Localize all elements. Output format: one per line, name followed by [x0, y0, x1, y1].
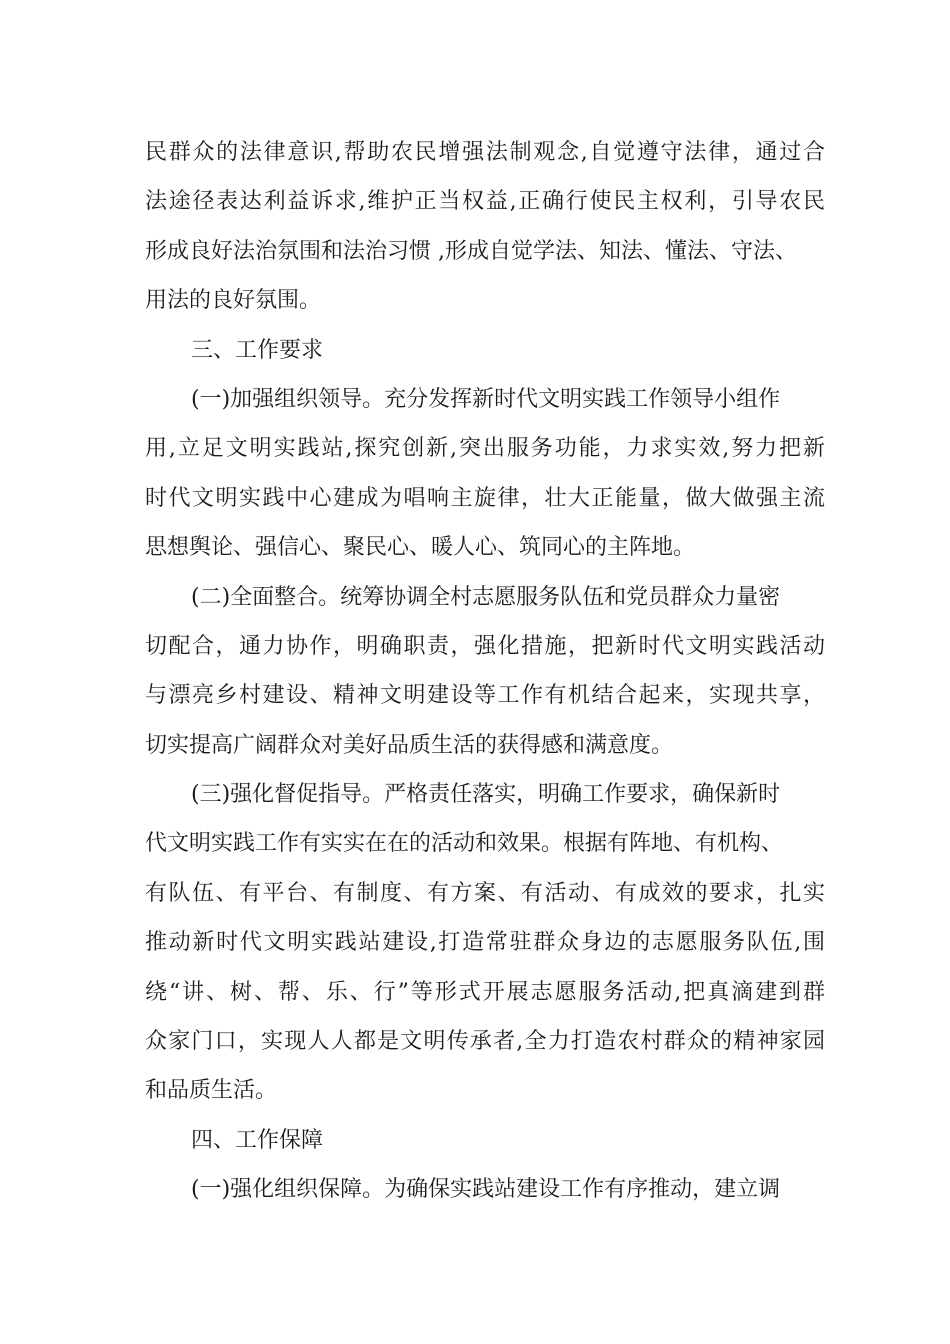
section-heading: 四、工作保障: [191, 1127, 324, 1153]
text-line: (一)加强组织领导。充分发挥新时代文明实践工作领导小组作: [191, 386, 781, 412]
text-line: 用,立足文明实践站,探究创新,突出服务功能，力求实效,努力把新: [145, 436, 825, 462]
text-line: 法途径表达利益诉求,维护正当权益,正确行使民主权利，引导农民: [145, 189, 825, 215]
text-line: 绕“讲、树、帮、乐、行”等形式开展志愿服务活动,把真滴建到群: [145, 979, 825, 1005]
text-line: (三)强化督促指导。严格责任落实，明确工作要求，确保新时: [191, 782, 781, 808]
text-line: 和品质生活。: [145, 1078, 278, 1104]
text-line: (二)全面整合。统筹协调全村志愿服务队伍和党员群众力量密: [191, 584, 781, 610]
text-line: 形成良好法治氛围和法治习惯 ,形成自觉学法、知法、懂法、守法、: [145, 238, 797, 264]
text-line: 用法的良好氛围。: [145, 288, 322, 314]
text-line: 民群众的法律意识,帮助农民增强法制观念,自觉遵守法律，通过合: [145, 140, 825, 165]
text-line: 切实提高广阔群众对美好品质生活的获得感和满意度。: [145, 732, 674, 758]
text-line: 切配合，通力协作，明确职责，强化措施，把新时代文明实践活动: [145, 633, 825, 659]
text-line: 代文明实践工作有实实在在的活动和效果。根据有阵地、有机构、: [145, 831, 784, 857]
text-line: 与漂亮乡村建设、精神文明建设等工作有机结合起来，实现共享，: [145, 683, 825, 709]
text-line: 推动新时代文明实践站建设,打造常驻群众身边的志愿服务队伍,围: [145, 930, 825, 956]
text-line: (一)强化组织保障。为确保实践站建设工作有序推动，建立调: [191, 1177, 781, 1203]
text-line: 有队伍、有平台、有制度、有方案、有活动、有成效的要求，扎实: [145, 880, 825, 906]
text-line: 时代文明实践中心建成为唱响主旋律，壮大正能量，做大做强主流: [145, 485, 825, 511]
text-line: 思想舆论、强信心、聚民心、暖人心、筑同心的主阵地。: [145, 535, 696, 561]
section-heading: 三、工作要求: [191, 337, 324, 363]
text-line: 众家门口，实现人人都是文明传承者,全力打造农村群众的精神家园: [145, 1029, 825, 1055]
document-body: [145, 128, 825, 1215]
